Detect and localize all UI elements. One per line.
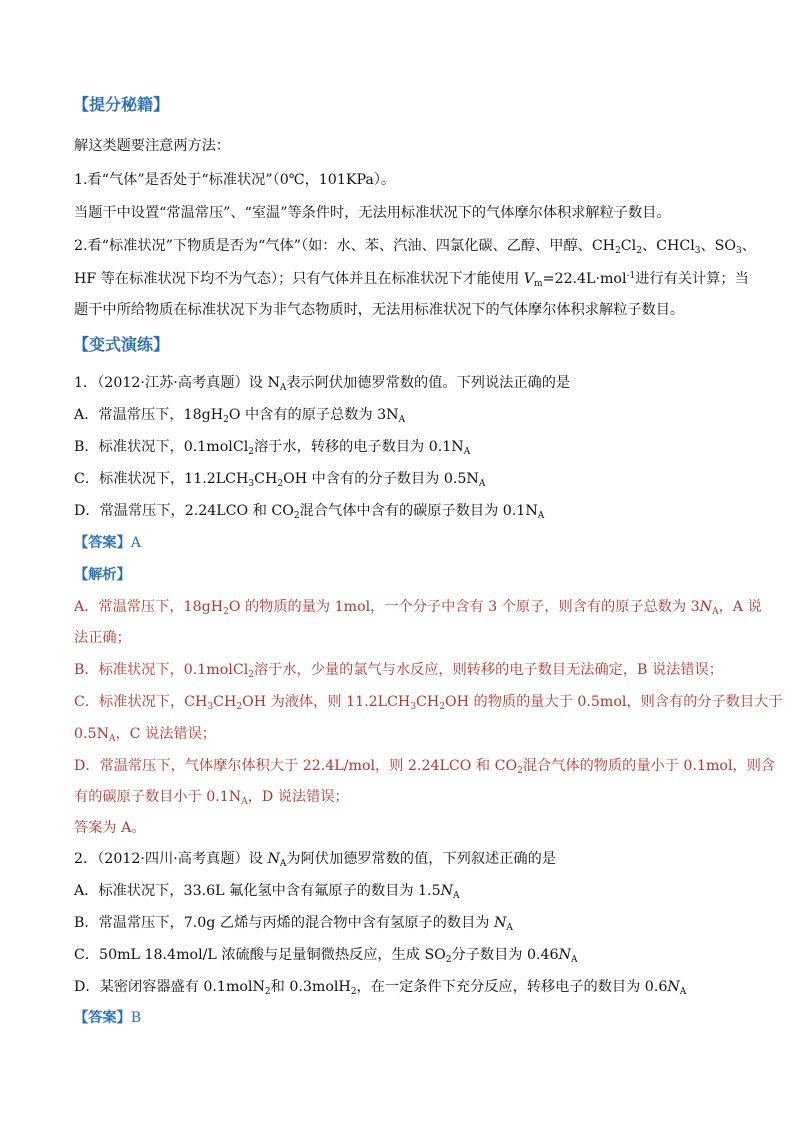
q1-conclusion: 答案为 A。 [74,820,146,836]
q2-option-c: C．50mL 18.4mol/L 浓硫酸与足量铜微热反应，生成 $SO_2$分子数目为 $0.46N_A$ [74,947,578,965]
q2-option-a: A．标准状况下，33.6L 氟化氢中含有氟原子的数目为 $1.5N_A$ [74,883,460,901]
q2-answer: 【答案】B [74,1010,142,1026]
tips-point-1-detail: 当题干中设置“常温常压”、“室温”等条件时，无法用标准状况下的气体摩尔体积求解粒子数目。 [74,205,671,221]
tips-point-2-line-1: 2.看“标准状况”下物质是否为“气体”（如：水、苯、汽油、四氯化碳、乙醇、甲醇、$CH_2Cl_2$、CHCl$_3$、$SO_3$、 [74,238,756,256]
q1-stem: 1．（2012·江苏·高考真题）设 $N_A$表示阿伏加德罗常数的值。下列说法正确的是 [74,375,571,393]
q1-explain-a-line-2: 法正确； [74,630,131,646]
tips-section-title: 【提分秘籍】 [73,95,170,114]
tips-point-1: 1.看“气体”是否处于“标准状况”（0℃，101KPa）。 [74,172,396,188]
tips-point-2-line-2: HF 等在标准状况下均不为气态）；只有气体并且在标准状况下才能使用 $V_m=22.4L\cdot mol^{-1}$进行有关计算；当 [74,271,749,289]
q1-option-d: D．常温常压下，2.24LCO 和 $CO_2$混合气体中含有的碳原子数目为 $0.1N_A$ [74,503,545,521]
q1-explain-b: B．标准状况下，0.1molCl$_2$溶于水，少量的氯气与水反应，则转移的电子数目无法确定，B 说法错误； [74,662,723,680]
q2-option-b: B．常温常压下，7.0g 乙烯与丙烯的混合物中含有氢原子的数目为 $N_A$ [74,915,513,933]
q1-explain-a-line-1: A．常温常压下，$18gH_2O$ 的物质的量为 1mol，一个分子中含有 3 个原子，则含有的原子总数为 $3N_A$，A 说 [74,599,762,617]
tips-point-2-line-3: 题干中所给物质在标准状况下为非气态物质时，无法用标准状况下的气体摩尔体积求解粒子数目。 [74,302,685,318]
q1-explain-d-line-2: 有的碳原子数目小于 $0.1N_A$，D 说法错误； [74,789,349,807]
q1-explain-c-line-1: C．标准状况下，$CH_3CH_2OH$ 为液体，则 $11.2LCH_3CH_2OH$ 的物质的量大于 0.5mol，则含有的分子数目大于 [74,694,783,712]
q1-explain-d-line-1: D．常温常压下，气体摩尔体积大于 22.4L/mol，则 2.24LCO 和 $CO_2$混合气体的物质的量小于 0.1mol，则含 [74,758,776,776]
tips-intro: 解这类题要注意两方法： [74,138,231,154]
q1-option-a: A．常温常压下，$18gH_2O$ 中含有的原子总数为 $3N_A$ [74,407,406,425]
q1-option-c: C．标准状况下，$11.2LCH_3CH_2OH$ 中含有的分子数目为 $0.5N_A$ [74,471,486,489]
q1-explain-c-line-2: $0.5N_A$，C 说法错误； [74,726,216,744]
q2-option-d: D．某密闭容器盛有 0.1molN$_2$和 0.3molH$_2$，在一定条件下充分反应，转移电子的数目为 $0.6N_A$ [74,979,687,997]
q1-option-b: B．标准状况下，0.1molCl$_2$溶于水，转移的电子数目为 $0.1N_A$ [74,439,471,457]
q1-answer: 【答案】A [74,535,142,551]
q2-stem: 2．（2012·四川·高考真题）设 $N_A$为阿伏加德罗常数的值，下列叙述正确的是 [74,851,556,869]
q1-analysis-label: 【解析】 [74,567,131,583]
practice-section-title: 【变式演练】 [73,335,170,354]
